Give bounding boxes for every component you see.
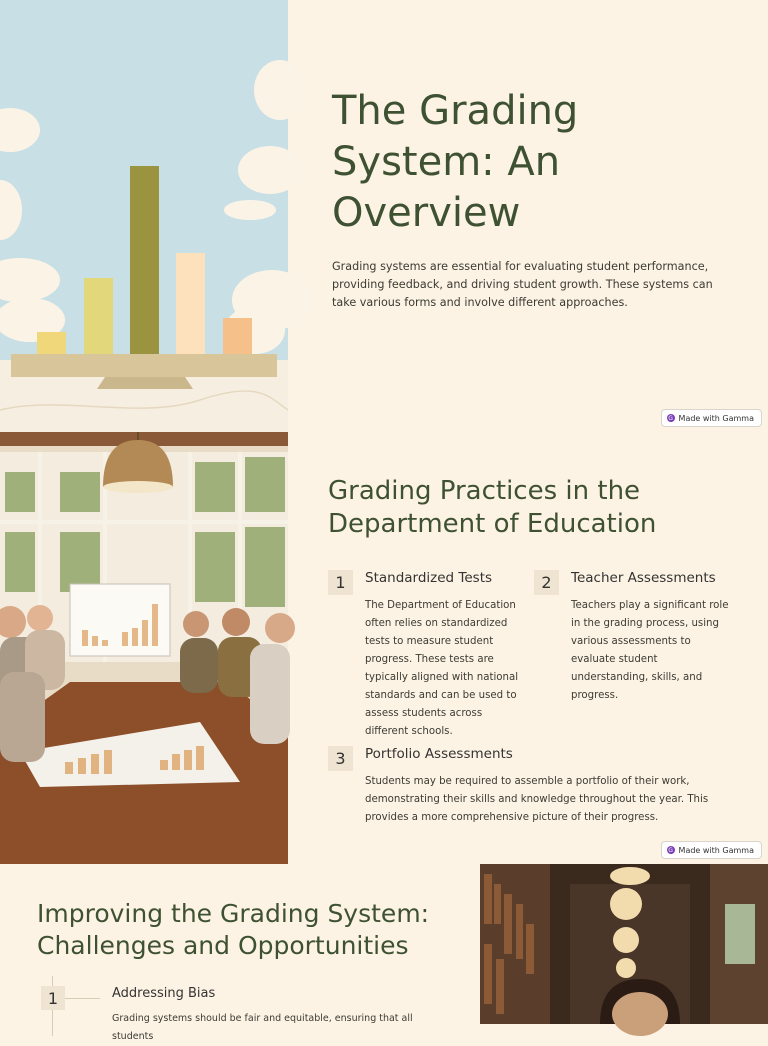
slide-grading-practices [0, 432, 768, 864]
timeline-connector [64, 998, 100, 999]
slide-title: The Grading System: An Overview [332, 88, 579, 236]
slide-title: Grading Practices in the Department of Education [328, 476, 657, 539]
item-title: Portfolio Assessments [365, 746, 513, 762]
slide-overview [0, 0, 768, 432]
made-with-gamma-badge[interactable] [661, 409, 762, 427]
item-body: Grading systems should be fair and equitable, ensuring that all students [112, 1013, 413, 1042]
step-number: 1 [41, 986, 65, 1010]
gamma-logo-icon: G [668, 846, 673, 854]
gamma-logo-icon: G [668, 414, 673, 422]
library-photo [480, 864, 768, 1024]
step-number: 2 [534, 570, 559, 595]
item-title: Standardized Tests [365, 570, 493, 586]
made-with-gamma-badge[interactable] [661, 841, 762, 859]
badge-label: Made with Gamma [678, 413, 754, 423]
step-number: 3 [328, 746, 353, 771]
slide-intro-text: Grading systems are essential for evaluating student performance, providing feedback, and driving student growth. These systems can take various forms and involve different approaches. [332, 260, 713, 309]
badge-label: Made with Gamma [678, 845, 754, 855]
item-title: Teacher Assessments [571, 570, 716, 586]
item-title: Addressing Bias [112, 986, 216, 1001]
item-body: Students may be required to assemble a portfolio of their work, demonstrating their skills and knowledge throughout the year. This provides a more comprehensive picture of their progress. [365, 776, 709, 823]
bar-chart-illustration [0, 0, 288, 432]
slide-title: Improving the Grading System: Challenges and Opportunities [37, 899, 430, 960]
meeting-room-photo [0, 432, 288, 864]
item-body: The Department of Education often relies on standardized tests to measure student progress. These tests are typically aligned with national standards and can be used to assess students across different schools. [365, 600, 519, 737]
step-number: 1 [328, 570, 353, 595]
slide-improving-grading [0, 864, 768, 1042]
item-body: Teachers play a significant role in the grading process, using various assessments to evaluate student understanding, skills, and progress. [571, 600, 729, 701]
